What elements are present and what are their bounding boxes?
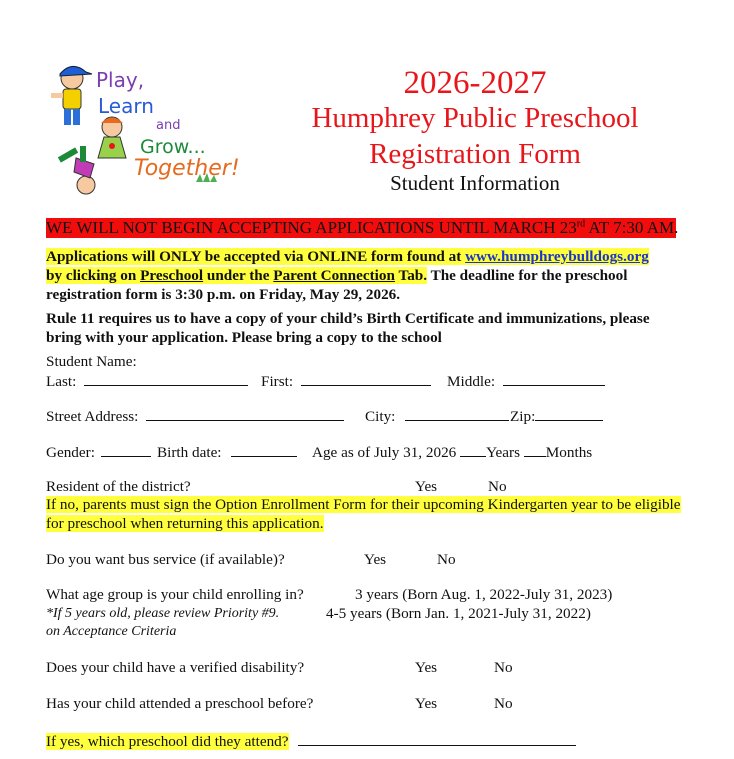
middle-name-label: Middle: — [447, 373, 496, 390]
notice-superscript: rd — [576, 218, 586, 230]
school-website-link[interactable]: www.humphreybulldogs.org — [465, 248, 649, 265]
birth-date-label: Birth date: — [157, 444, 222, 461]
last-name-field[interactable] — [84, 371, 248, 386]
bus-service-question: Do you want bus service (if available)? — [46, 551, 285, 568]
gender-label: Gender: — [46, 444, 95, 461]
student-name-label: Student Name: — [46, 353, 137, 370]
gender-field[interactable] — [101, 442, 151, 457]
rule-11-paragraph: Rule 11 requires us to have a copy of your child’s Birth Certificate and immunizations, please bring with your application. Please bring a copy to the school — [46, 310, 650, 346]
first-name-field[interactable] — [301, 371, 431, 386]
birth-date-row — [157, 442, 297, 462]
disability-no-option[interactable]: No — [494, 659, 513, 676]
logo-learn-text: Learn — [98, 94, 154, 118]
logo-play-text: Play, — [96, 68, 145, 92]
city-row — [365, 406, 509, 426]
last-name-row — [46, 371, 248, 391]
notice-text-before: WE WILL NOT BEGIN ACCEPTING APPLICATIONS UNTIL MARCH 23 — [46, 218, 577, 237]
preschool-tab-name: Preschool — [140, 267, 204, 284]
street-address-field[interactable] — [146, 406, 344, 421]
resident-no-option[interactable]: No — [488, 478, 507, 495]
age-as-of-label: Age as of July 31, 2026 — [312, 444, 457, 461]
form-subtitle: Student Information — [390, 171, 560, 195]
last-name-label: Last: — [46, 373, 77, 390]
street-address-label: Street Address: — [46, 408, 139, 425]
years-label: Years — [486, 444, 520, 461]
disability-question: Does your child have a verified disability? — [46, 659, 305, 676]
logo-and-text: and — [156, 118, 181, 133]
city-label: City: — [365, 408, 396, 425]
deadline-text: The deadline for the preschool registration form is 3:30 p.m. on Friday, May 29, 2026. — [46, 267, 628, 303]
zip-row — [510, 406, 603, 426]
attended-yes-option[interactable]: Yes — [415, 695, 438, 712]
birth-date-field[interactable] — [231, 442, 297, 457]
resident-question: Resident of the district? — [46, 478, 191, 495]
age-group-option-3-years[interactable]: 3 years (Born Aug. 1, 2022-July 31, 2023) — [355, 586, 613, 603]
logo-grow-text: Grow... — [140, 136, 206, 158]
street-address-row — [46, 406, 344, 426]
first-name-label: First: — [261, 373, 294, 390]
middle-name-field[interactable] — [503, 371, 605, 386]
middle-name-row — [447, 371, 605, 391]
applications-paragraph — [46, 247, 702, 304]
which-preschool-question: If yes, which preschool did they attend? — [46, 733, 289, 750]
months-label: Months — [545, 444, 593, 461]
applications-text-1: Applications will ONLY be accepted via ONLINE form found at — [46, 248, 466, 265]
option-enrollment-note — [46, 495, 696, 533]
age-row — [312, 442, 592, 462]
form-year: 2026-2027 — [403, 65, 547, 101]
applications-text-4: Tab. — [394, 267, 428, 284]
bus-no-option[interactable]: No — [437, 551, 456, 568]
age-group-question: What age group is your child enrolling in? — [46, 586, 304, 603]
which-preschool-row — [46, 731, 576, 751]
applications-text-3: under the — [203, 267, 274, 284]
age-group-priority-note: *If 5 years old, please review Priority #9. — [46, 606, 280, 621]
notice-text-after: AT 7:30 AM. — [585, 218, 679, 237]
play-learn-grow-logo — [46, 60, 256, 195]
city-field[interactable] — [405, 406, 509, 421]
attended-no-option[interactable]: No — [494, 695, 513, 712]
which-preschool-field[interactable] — [298, 731, 576, 746]
form-title: Registration Form — [369, 138, 581, 170]
acceptance-criteria-note: on Acceptance Criteria — [46, 624, 177, 639]
attended-preschool-question: Has your child attended a preschool before? — [46, 695, 314, 712]
age-group-option-4-5-years[interactable]: 4-5 years (Born Jan. 1, 2021-July 31, 2022) — [326, 605, 591, 622]
gender-row — [46, 442, 151, 462]
applications-text-2: by clicking on — [46, 267, 141, 284]
first-name-row — [261, 371, 431, 391]
application-start-notice — [46, 218, 679, 238]
logo-together-text: Together! — [134, 156, 240, 181]
option-enrollment-note-text: If no, parents must sign the Option Enrollment Form for their upcoming Kindergarten year to be eligible for preschool when returning this application. — [46, 496, 681, 532]
zip-label: Zip: — [510, 408, 536, 425]
age-years-field[interactable] — [460, 442, 486, 457]
parent-connection-tab-name: Parent Connection — [273, 267, 395, 284]
school-name: Humphrey Public Preschool — [311, 102, 639, 134]
bus-yes-option[interactable]: Yes — [364, 551, 387, 568]
zip-field[interactable] — [535, 406, 603, 421]
age-months-field[interactable] — [524, 442, 546, 457]
resident-yes-option[interactable]: Yes — [415, 478, 438, 495]
disability-yes-option[interactable]: Yes — [415, 659, 438, 676]
